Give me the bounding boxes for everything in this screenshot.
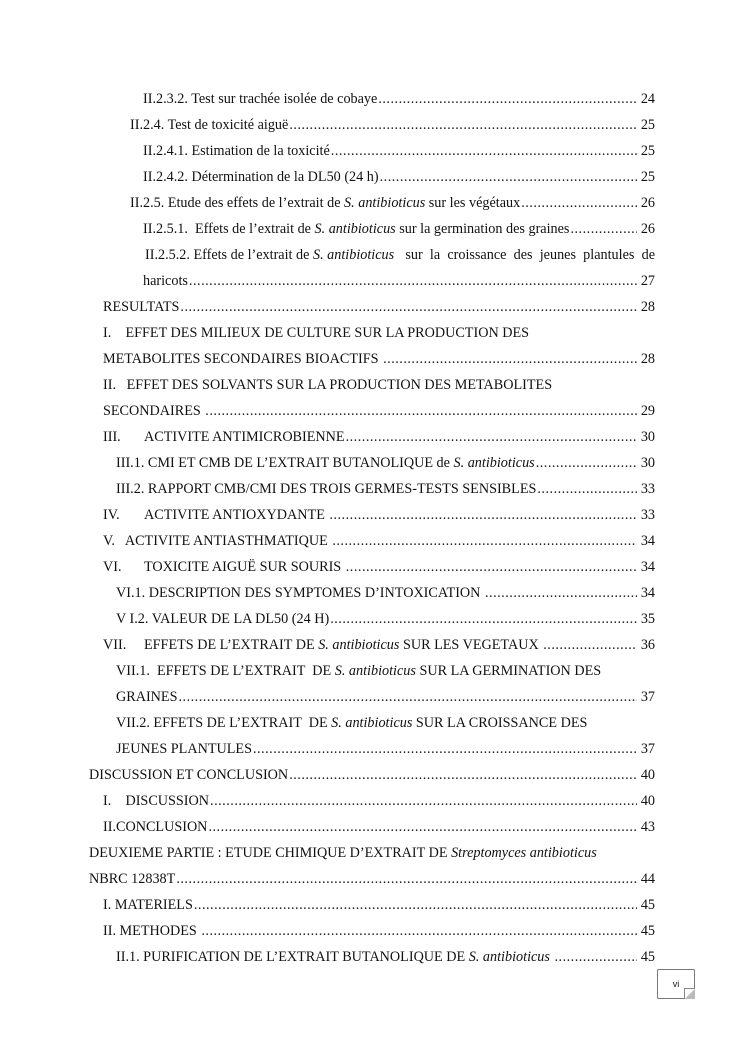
toc-entry-line1: II.2.5.2. Effets de l’extrait de S. antibioticus sur la croissance des jeunes plantules de [145,247,655,263]
toc-entry: II.2.4.2. Détermination de la DL50 (24 h) ..... 25 [0,164,745,190]
toc-entry-line2: METABOLITES SECONDAIRES BIOACTIFS ..... 28 [0,346,745,372]
toc-entry: V. ACTIVITE ANTIASTHMATIQUE ..... 34 [0,528,745,554]
toc-entry: V I.2. VALEUR DE LA DL50 (24 H) ..... 35 [0,606,745,632]
toc-entry: III.1. CMI ET CMB DE L’EXTRAIT BUTANOLIQUE de S. antibioticus ..... 30 [0,450,745,476]
toc-entry: II. METHODES ..... 45 [0,918,745,944]
toc-entry-line1: DEUXIEME PARTIE : ETUDE CHIMIQUE D’EXTRAIT DE Streptomyces antibioticus [89,845,597,861]
toc-entry: II.CONCLUSION ..... 43 [0,814,745,840]
toc-entry: III. ACTIVITE ANTIMICROBIENNE ..... 30 [0,424,745,450]
toc-entry: VII. EFFETS DE L’EXTRAIT DE S. antibioticus SUR LES VEGETAUX ..... 36 [0,632,745,658]
toc-entry: II.2.4.1. Estimation de la toxicité ..... 25 [0,138,745,164]
page-number-badge [657,969,695,999]
toc-entry: RESULTATS ..... 28 [0,294,745,320]
toc-entry: II.2.5.1. Effets de l’extrait de S. antibioticus sur la germination des graines ..... 26 [0,216,745,242]
table-of-contents [0,86,745,970]
toc-entry: III.2. RAPPORT CMB/CMI DES TROIS GERMES-TESTS SENSIBLES ..... 33 [0,476,745,502]
page-fold-icon [684,988,695,999]
toc-entry-line1: I. EFFET DES MILIEUX DE CULTURE SUR LA PRODUCTION DES [103,325,530,341]
page-number: vi [672,979,680,989]
toc-entry-line2: NBRC 12838T ..... 44 [0,866,745,892]
toc-entry: II.1. PURIFICATION DE L’EXTRAIT BUTANOLIQUE DE S. antibioticus ..... 45 [0,944,745,970]
toc-entry-line2: GRAINES ..... 37 [0,684,745,710]
toc-entry: I. MATERIELS ..... 45 [0,892,745,918]
toc-entry: II.2.3.2. Test sur trachée isolée de cobaye ..... 24 [0,86,745,112]
toc-entry: I. DISCUSSION ..... 40 [0,788,745,814]
toc-entry: VI.1. DESCRIPTION DES SYMPTOMES D’INTOXICATION ..... 34 [0,580,745,606]
toc-entry-line2: haricots ..... 27 [0,268,745,294]
toc-entry: II.2.5. Etude des effets de l’extrait de S. antibioticus sur les végétaux ..... 26 [0,190,745,216]
toc-entry: DISCUSSION ET CONCLUSION ..... 40 [0,762,745,788]
toc-entry-line2: JEUNES PLANTULES ..... 37 [0,736,745,762]
toc-entry-line1: II. EFFET DES SOLVANTS SUR LA PRODUCTION DES METABOLITES [103,377,553,393]
toc-entry: VI. TOXICITE AIGUË SUR SOURIS ..... 34 [0,554,745,580]
toc-entry: II.2.4. Test de toxicité aiguë ..... 25 [0,112,745,138]
toc-entry-line1: VII.2. EFFETS DE L’EXTRAIT DE S. antibioticus SUR LA CROISSANCE DES [116,715,588,731]
toc-entry-line1: VII.1. EFFETS DE L’EXTRAIT DE S. antibioticus SUR LA GERMINATION DES [116,663,602,679]
toc-entry-line2: SECONDAIRES ..... 29 [0,398,745,424]
toc-entry: IV. ACTIVITE ANTIOXYDANTE ..... 33 [0,502,745,528]
